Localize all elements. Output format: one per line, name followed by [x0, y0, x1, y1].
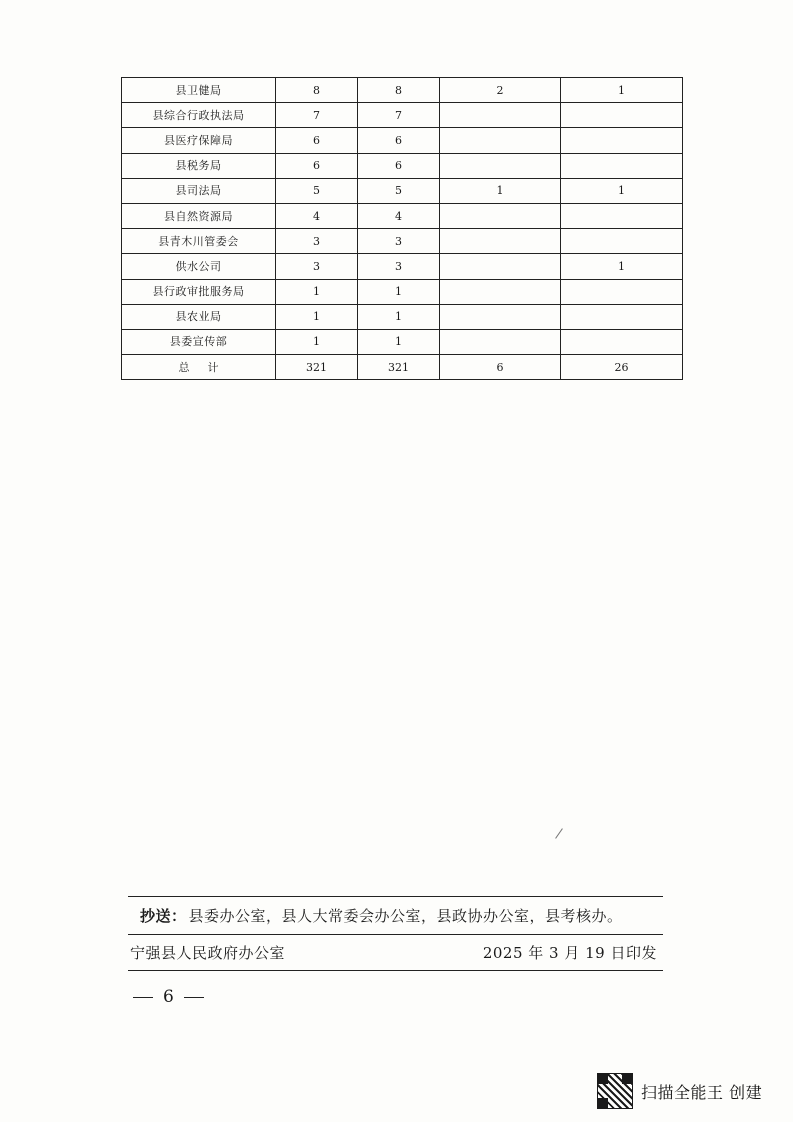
value-cell-b: 5 [358, 178, 440, 203]
table-row [122, 254, 683, 279]
value-cell-d: 1 [561, 78, 683, 103]
statistics-table [121, 77, 683, 380]
table-row [122, 178, 683, 203]
department-cell: 县司法局 [122, 178, 276, 203]
table-row [122, 153, 683, 178]
value-cell-b: 3 [358, 254, 440, 279]
value-cell-d: 1 [561, 254, 683, 279]
value-cell-a: 3 [276, 229, 358, 254]
value-cell-c [440, 329, 561, 354]
page-number-dash-right [184, 997, 204, 998]
department-cell: 县行政审批服务局 [122, 279, 276, 304]
value-cell-c [440, 153, 561, 178]
value-cell-a: 7 [276, 103, 358, 128]
value-cell-a: 8 [276, 78, 358, 103]
table-row [122, 329, 683, 354]
value-cell-b: 1 [358, 304, 440, 329]
value-cell-b: 4 [358, 203, 440, 228]
table-body [122, 78, 683, 380]
total-cell-d: 26 [561, 355, 683, 380]
table-row [122, 103, 683, 128]
value-cell-d [561, 329, 683, 354]
value-cell-b: 6 [358, 128, 440, 153]
value-cell-a: 1 [276, 304, 358, 329]
value-cell-c [440, 229, 561, 254]
value-cell-a: 1 [276, 329, 358, 354]
value-cell-d [561, 304, 683, 329]
value-cell-a: 1 [276, 279, 358, 304]
value-cell-d [561, 229, 683, 254]
value-cell-c [440, 254, 561, 279]
value-cell-a: 6 [276, 128, 358, 153]
stray-pen-mark [555, 828, 563, 838]
total-label-cell: 总计 [122, 355, 276, 380]
value-cell-d [561, 203, 683, 228]
value-cell-d [561, 153, 683, 178]
value-cell-b: 1 [358, 279, 440, 304]
department-cell: 县委宣传部 [122, 329, 276, 354]
total-cell-b: 321 [358, 355, 440, 380]
scanner-watermark-text: 扫描全能王 创建 [641, 1082, 763, 1102]
department-cell: 县自然资源局 [122, 203, 276, 228]
department-cell: 县农业局 [122, 304, 276, 329]
qr-code-icon [597, 1073, 633, 1109]
page-number-dash-left [133, 997, 153, 998]
value-cell-a: 3 [276, 254, 358, 279]
value-cell-b: 6 [358, 153, 440, 178]
value-cell-c [440, 128, 561, 153]
value-cell-c [440, 203, 561, 228]
value-cell-b: 1 [358, 329, 440, 354]
department-cell: 县青木川管委会 [122, 229, 276, 254]
department-cell: 县税务局 [122, 153, 276, 178]
value-cell-c [440, 304, 561, 329]
value-cell-c: 2 [440, 78, 561, 103]
value-cell-d [561, 279, 683, 304]
value-cell-b: 7 [358, 103, 440, 128]
department-cell: 县医疗保障局 [122, 128, 276, 153]
department-cell: 县综合行政执法局 [122, 103, 276, 128]
page-number-value: 6 [163, 987, 174, 1007]
issue-line [128, 935, 663, 970]
cc-label: 抄送： [140, 907, 187, 925]
page-number [133, 987, 204, 1007]
scanner-watermark [597, 1073, 762, 1109]
table-row [122, 203, 683, 228]
value-cell-b: 3 [358, 229, 440, 254]
value-cell-d: 1 [561, 178, 683, 203]
total-row [122, 355, 683, 380]
issuer: 宁强县人民政府办公室 [130, 944, 286, 962]
value-cell-c: 1 [440, 178, 561, 203]
table-row [122, 229, 683, 254]
document-footer [128, 896, 663, 971]
total-cell-a: 321 [276, 355, 358, 380]
department-cell: 供水公司 [122, 254, 276, 279]
value-cell-a: 4 [276, 203, 358, 228]
cc-recipients: 县委办公室，县人大常委会办公室，县政协办公室，县考核办。 [188, 907, 623, 925]
value-cell-a: 5 [276, 178, 358, 203]
value-cell-d [561, 103, 683, 128]
value-cell-b: 8 [358, 78, 440, 103]
table-row [122, 78, 683, 103]
footer-bottom-rule [128, 970, 663, 971]
table-row [122, 304, 683, 329]
value-cell-c [440, 103, 561, 128]
issue-date: 2025 年 3 月 19 日印发 [482, 944, 657, 962]
value-cell-c [440, 279, 561, 304]
department-cell: 县卫健局 [122, 78, 276, 103]
value-cell-a: 6 [276, 153, 358, 178]
value-cell-d [561, 128, 683, 153]
table-row [122, 279, 683, 304]
cc-line [128, 897, 663, 934]
table-row [122, 128, 683, 153]
total-cell-c: 6 [440, 355, 561, 380]
